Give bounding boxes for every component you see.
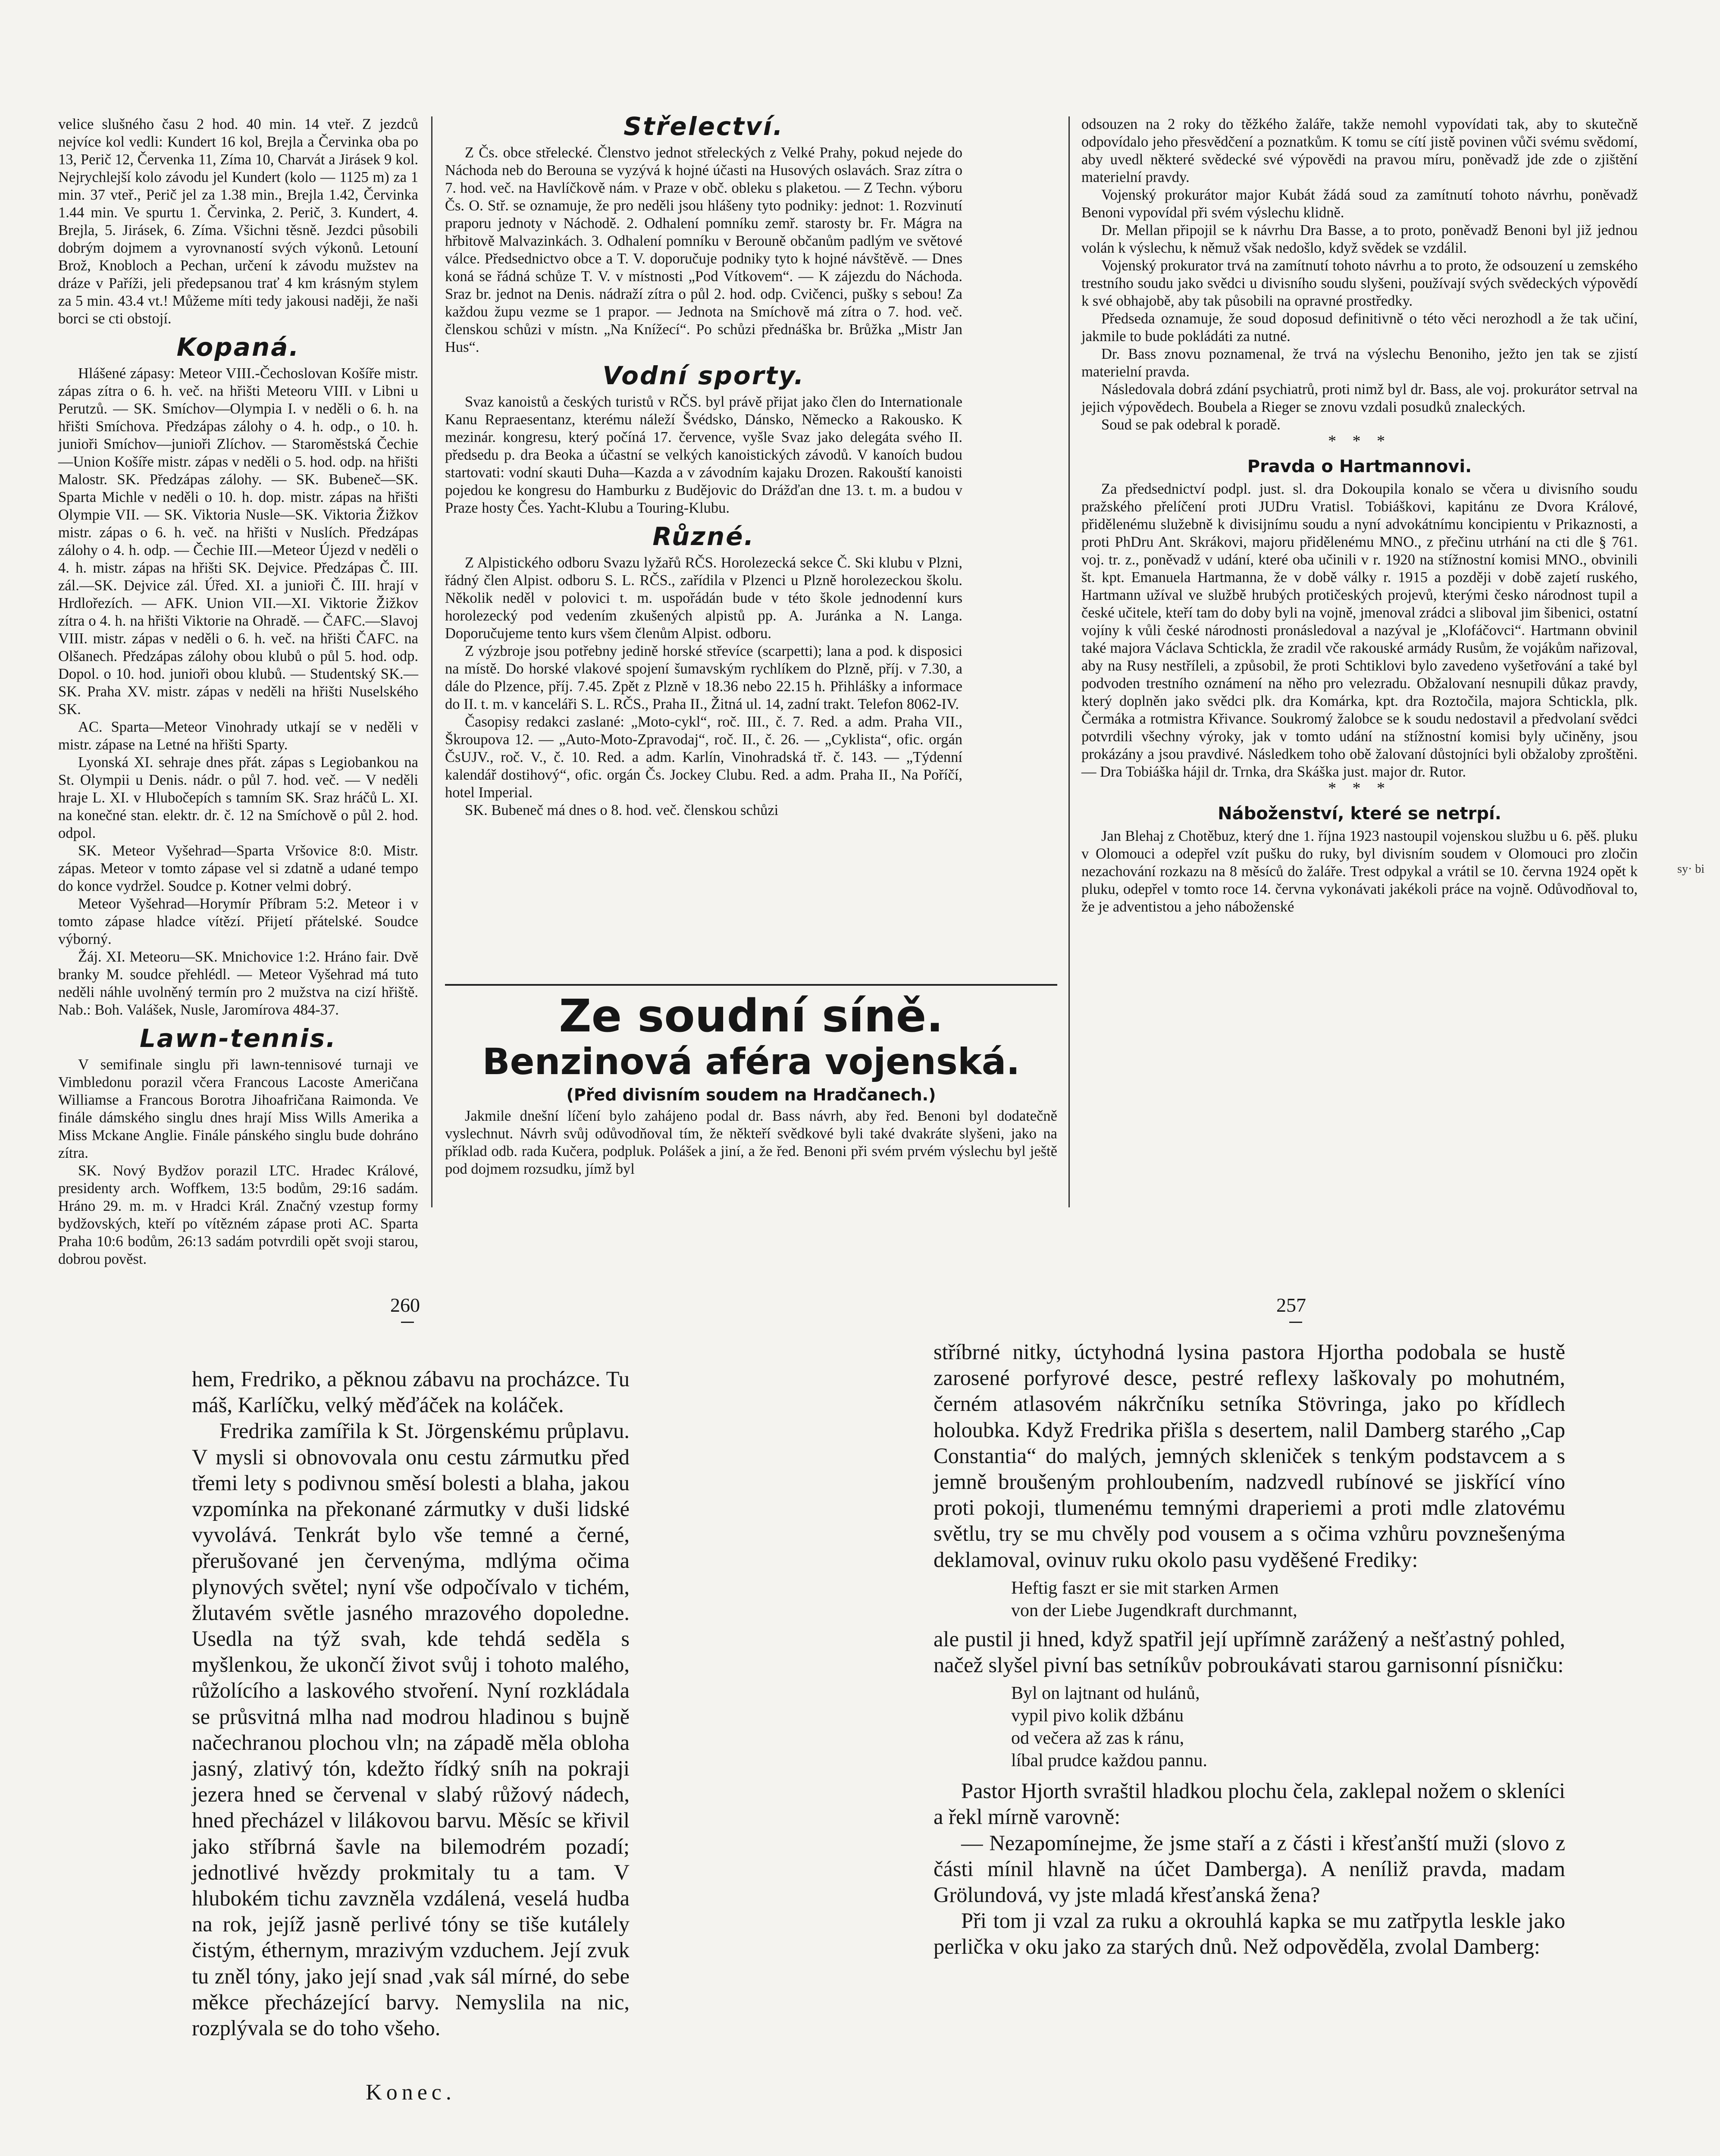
newspaper-column-1 xyxy=(58,116,418,1267)
page-rule-left xyxy=(401,1322,414,1323)
paragraph: hem, Fredriko, a pěknou zábavu na procházce. Tu máš, Karlíčku, velký měďáček na koláček. xyxy=(192,1367,630,1417)
paragraph: Z Alpistického odboru Svazu lyžařů RČS. Horolezecká sekce Č. Ski klubu v Plzni, řádný člen Alpist. odboru S. L. RČS., zařídila v Plzenci u Plzně horolezeckou školu. Několik neděl v polovici t. m. uspořádán bude v této škole jednodenní kurs horolezecký pod vedením zkušených alpistů pp. A. Juránka a N. Langa. Doporučujeme tento kurs všem členům Alpist. odboru. xyxy=(445,555,962,642)
verse-line: vypil pivo kolik džbánu xyxy=(1011,1706,1184,1726)
paragraph: Meteor Vyšehrad—Horymír Příbram 5:2. Meteor i v tomto zápase hladce vítězí. Přijetí přátelské. Soudce výborný. xyxy=(58,896,418,947)
paragraph: stříbrné nitky, úctyhodná lysina pastora Hjortha podobala se hustě zarosené porfyrové desce, pestré reflexy laškovaly po mohutném, černém atlasovém nákrčníku setníka Stövringa, jako po křídlech holoubka. Když Fredrika přišla s desertem, nalil Damberg starého „Cap Constantia“ do malých, jemných skleniček s tenkým podstavcem a s jemně broušeným prohloubením, nadzvedl rubínové se jiskřící víno proti pokoji, tlumenému temnými draperiemi a proti mdle zlatovému světlu, try se mu chvěly pod vousem a s očima vzhůru povznešenýma deklamoval, ovinuv ruku okolo pasu vyděšené Frediky: xyxy=(934,1340,1565,1572)
paragraph: Dr. Bass znovu poznamenal, že trvá na výslechu Benoniho, ježto jen tak se zjistí materielní pravda. xyxy=(1081,346,1638,380)
newspaper-column-3 xyxy=(1081,116,1638,1215)
verse-line: Byl on lajtnant od hulánů, xyxy=(1011,1683,1200,1704)
paragraph: velice slušného času 2 hod. 40 min. 14 vteř. Z jezdců nejvíce kol vedli: Kundert 16 kol, Brejla a Červinka oba po 13, Perič 12, Červenka 11, Zíma 10, Charvát a Jirásek 9 kol. Nejrychlejší kolo závodu jel Kundert (kolo — 1125 m) za 1 min. 37 vteř., Perič jel za 1.38 min., Brejla 1.42, Červinka 1.44 min. Ve spurtu 1. Červinka, 2. Perič, 3. Kundert, 4. Brejla, 5. Jirásek, 6. Zíma. Všichni těsně. Jezdci působili dobrým dojmem a vyrovnaností svých výkonů. Letouní Brož, Knobloch a Pechan, určení k závodu mužstev na dráze v Paříži, jeli předepsanou trať 4 km krásným stylem za 5 min. 43.4 vt.! Můžeme míti tedy jakousi naději, že naši borci se cti obstojí. xyxy=(58,116,418,327)
page-number-right: 257 xyxy=(1276,1294,1306,1316)
column-2-upper xyxy=(445,111,962,819)
paragraph: Svaz kanoistů a českých turistů v RČS. byl právě přijat jako člen do Internationale Kanu Repraesentanz, kterému náleží Švédsko, Dánsko, Německo a Rakousko. K mezinár. kongresu, který počíná 17. července, vyšle Svaz jako delegáta svého II. předsedu p. dra Beoka a účastní se velkých kanoistických závodů. V kanoích budou startovati: vodní skauti Duha—Kazda a v závodním kajaku Drozen. Rakouští kanoisti pojedou ke kongresu do Hamburku z Budějovic do Drážďan dne 13. t. m. a budou v Praze hosty Čes. Yacht-Klubu a Touring-Klubu. xyxy=(445,394,962,516)
section-heading-lawn-tennis: Lawn-tennis. xyxy=(139,1024,337,1053)
paragraph: Soud se pak odebral k poradě. xyxy=(1101,417,1281,433)
paragraph: SK. Bubeneč má dnes o 8. hod. več. členskou schůzi xyxy=(465,802,779,818)
court-subheading: Benzinová aféra vojenská. xyxy=(482,1040,1020,1083)
paragraph: odsouzen na 2 roky do těžkého žaláře, takže nemohl vypovídati tak, aby to skutečně odpovídalo jeho přesvědčení a poznatkům. K tomu se cítí jistě povinen vůči svému svědomí, aby uvedl některé svědecké své výpovědi na pravou míru, poněvadž jde zde o zjištění materielní pravdy. xyxy=(1081,116,1638,185)
paragraph: — Nezapomínejme, že jsme staří a z části i křesťanští muži (slovo z části mínil hlavně na účet Damberga). A neníliž pravda, madam Grölundová, vy jste mladá křesťanská žena? xyxy=(934,1830,1565,1907)
court-section xyxy=(445,987,1057,1216)
verse-line: von der Liebe Jugendkraft durchmannt, xyxy=(1011,1600,1297,1620)
separator-stars: * * * xyxy=(1328,432,1391,450)
court-venue: (Před divisním soudem na Hradčanech.) xyxy=(566,1085,936,1104)
end-mark: Konec. xyxy=(366,2080,456,2105)
verse-line: líbal prudce každou pannu. xyxy=(1011,1751,1207,1771)
heading-rule xyxy=(445,984,1057,986)
paragraph: Fredrika zamířila k St. Jörgenskému průplavu. V mysli si obnovovala onu cestu zármutku před třemi lety s podivnou směsí bolesti a blaha, jakou vzpomínka na překonané zármutky v duši lidské vyvolává. Tenkrát bylo vše temné a černé, přerušované jen červenýma, mdlýma očima plynových světel; nyní vše odpočívalo v tichém, žlutavém světle jasného mrazového dopoledne. Usedla na týž svah, kde tehdá seděla s myšlenkou, že ukončí život svůj i tohoto malého, růžolícího a laskového stvoření. Nyní rozkládala se průsvitná mlha nad modrou hladinou s bujně načechranou plochou vln; na západě měla obloha jasný, zlativý tón, kdežto řídký sníh na pokraji jezera hned se červenal v slabý růžový nádech, hned přecházel v lilákovou barvu. Měsíc se křivil jako stříbrná šavle na bilemodrém pozadí; jednotlivé hvězdy prokmitaly tu a tam. V hlubokém tichu zavzněla vzdálená, veselá hudba na rok, jejíž jasně perlivé tóny se tiše kutálely čistým, éthernym, mrazivým vzduchem. Její zvuk tu zněl tóny, jako její snad ,vak sál mírné, do sebe měkce přecházející barvy. Nemyslila na nic, rozplývala se do toho všeho. xyxy=(192,1419,630,2040)
paragraph: Jakmile dnešní líčení bylo zahájeno podal dr. Bass návrh, aby řed. Benoni byl dodatečně vyslechnut. Návrh svůj odůvodňoval tím, že někteří svědkové byli také dvakráte slyšeni, jako na příklad odb. rada Kučera, podpluk. Polášek a jiní, a že řed. Benoni při svém prvém výslechu byl ještě pod dojmem rozsudku, jímž byl xyxy=(445,1108,1057,1177)
section-heading-nabozenstvi: Náboženství, které se netrpí. xyxy=(1218,804,1501,824)
paragraph: AC. Sparta—Meteor Vinohrady utkají se v neděli v mistr. zápase na Letné na hřišti Sparty. xyxy=(58,719,418,753)
verse-line: od večera až zas k ránu, xyxy=(1011,1728,1184,1749)
book-page-left xyxy=(192,1366,630,2156)
paragraph: Za předsednictví podpl. just. sl. dra Dokoupila konalo se včera u divisního soudu pražského přelíčení proti JUDru Vratisl. Tobiáškovi, kapitánu ze Dvora Králové, přidělenému služebně k divisijnímu soudu a nyní advokátnímu koncipientu v Prikaznosti, a proti PhDru Ant. Skrákovi, majoru přidělenému MNO., z přečinu utrhání na cti dle § 761. voj. tr. z., poněvadž v udání, které oba učinili v r. 1920 na stížnostní komisi MNO., obvinili št. kpt. Emanuela Hartmanna, že v době války r. 1915 a později v době zajetí ruského, Hartmann užíval ve službě hrubých protičeských projevů, kterými česko národnost tupil a české učitele, kteří tam do doby byli na vojně, jmenoval zrádci a sliboval jim šibenici, ostatní vojíny k vůli české národnosti pronásledoval a nazýval je „Klofáčovci“. Hartmann obvinil také majora Václava Schtickla, že zradil vče rakouské armády Rusům, že vojákům nařizoval, aby na Rusy nestříleli, a způsobil, že proti Schtiklovi bylo zavedeno vyšetřování a také byl podvoden trestního oznámení na něho pro velezradu. Obžalovaní nesnupili důkaz pravdy, který doplněn jako svědci plk. dra Komárka, kpt. dra Roztočila, majora Schtickla, plk. Čermáka a rotmistra Křivance. Soukromý žalobce se k soudu nedostavil a předvolaní svědci potvrdili všechny výroky, jak v tomto udání na stížnostní komisi byly učiněny, jsou prokázány a jsou pravdivé. Následkem toho obě žalovaní důstojníci byli obžaloby zproštěni. — Dra Tobiáška hájil dr. Trnka, dra Skáška just. major dr. Rutor. xyxy=(1081,481,1638,780)
paragraph: Dr. Mellan připojil se k návrhu Dra Basse, a to proto, poněvadž Benoni byl již jednou volán k výslechu, k němuž však nedošlo, když svědek se vzdálil. xyxy=(1081,222,1638,256)
column-divider xyxy=(1068,116,1070,1207)
paragraph: SK. Meteor Vyšehrad—Sparta Vršovice 8:0. Mistr. zápas. Meteor v tomto zápase vel si zdatně a udané tempo do konce vydržel. Soudce p. Kotner velmi dobrý. xyxy=(58,843,418,894)
separator-stars: * * * xyxy=(1328,779,1391,797)
section-heading-kopana: Kopaná. xyxy=(176,332,300,362)
verse-line: Heftig faszt er sie mit starken Armen xyxy=(1011,1578,1279,1598)
paragraph: Pastor Hjorth svraštil hladkou plochu čela, zaklepal nožem o skleníci a řekl mírně varovně: xyxy=(934,1779,1565,1829)
column-divider xyxy=(431,116,432,1207)
paragraph: Předseda oznamuje, že soud doposud definitivně o této věci nerozhodl a že tak učiní, jakmile to bude pokládáti za nutné. xyxy=(1081,310,1638,345)
paragraph: Lyonská XI. sehraje dnes přát. zápas s Legiobankou na St. Olympii u Denis. nádr. o půl 7. hod. več. — V neděli hraje L. XI. v Hlubočepích s tamním SK. Sraz hráčů L. XI. na konečné stan. elektr. dr. č. 12 na Smíchově o půl 2. hod. odpol. xyxy=(58,754,418,841)
section-heading-ruzne: Různé. xyxy=(652,522,755,551)
paragraph: Vojenský prokurátor major Kubát žádá soud za zamítnutí tohoto návrhu, poněvadž Benoni vypovídal při svém výslechu klidně. xyxy=(1081,187,1638,221)
paragraph: Jan Blehaj z Chotěbuz, který dne 1. října 1923 nastoupil vojenskou službu u 6. pěš. pluku v Olomouci a odepřel vzít pušku do ruky, byl divisním soudem v Olomouci pro zločin nezachování rozkazu na 8 měsíců do žaláře. Trest odpykal a vrátil se 10. června 1924 opět k pluku, odepřel v tomto roce 14. června vykonávati jakékoli práce na vojně. Odůvodňoval to, že je adventistou a jeho náboženské xyxy=(1081,828,1638,915)
paragraph: SK. Nový Bydžov porazil LTC. Hradec Králové, presidenty arch. Woffkem, 13:5 bodům, 29:16 sadám. Hráno 29. m. m. v Hradci Král. Značný vzestup formy bydžovských, kteří po vítězném zápase proti AC. Sparta Praha 10:6 bodům, 26:13 sadám potvrdili opět svoji starou, dobrou pověst. xyxy=(58,1163,418,1267)
page-rule-right xyxy=(1289,1322,1302,1323)
paragraph: Časopisy redakci zaslané: „Moto-cykl“, roč. III., č. 7. Red. a adm. Praha VII., Škroupova 12. — „Auto-Moto-Zpravodaj“, roč. II., č. 26. — „Cyklista“, ofic. orgán ČsUJV., roč. V., č. 10. Red. a adm. Karlín, Vinohradská tř. č. 143. — „Týdenní kalendář dostihový“, ofic. orgán Čs. Jockey Clubu. Red. a adm. Praha II., Na Poříčí, hotel Imperial. xyxy=(445,714,962,801)
paragraph: Z výzbroje jsou potřebny jedině horské střevíce (scarpetti); lana a pod. k disposici na místě. Do horské vlakové spojení šumavským rychlíkem do Plzně, příj. v 7.30, a dále do Plzence, příj. 7.45. Zpět z Plzně v 18.36 nebo 22.15 h. Přihlášky a informace do II. t. m. v kanceláři S. L. RČS., Praha II., Žitná ul. 14, zadní trakt. Telefon 8062-IV. xyxy=(445,643,962,712)
paragraph: Žáj. XI. Meteoru—SK. Mnichovice 1:2. Hráno fair. Dvě branky M. soudce přehlédl. — Meteor Vyšehrad má tuto neděli náhle uvolněný termín pro 2 mužstva na cizí hřiště. Nab.: Boh. Valášek, Nusle, Jaromírova 484-37. xyxy=(58,949,418,1018)
paragraph: ale pustil ji hned, když spatřil její upřímně zarážený a nešťastný pohled, načež slyšel pivní bas setníkův pobroukávati starou garnisonní písničku: xyxy=(934,1626,1565,1677)
paragraph: V semifinale singlu při lawn-tennisové turnaji ve Vimbledonu porazil včera Francous Lacoste Američana Williamse a Francous Borotra Jihoafričana Raimonda. Ve finále dámského singlu dnes hrají Miss Wills Amerika a Miss Mckane Anglie. Finále pánského singlu bude dohráno zítra. xyxy=(58,1056,418,1161)
section-heading-strelectvi: Střelectví. xyxy=(623,112,784,141)
section-heading-pravda: Pravda o Hartmannovi. xyxy=(1247,457,1472,476)
court-heading: Ze soudní síně. xyxy=(559,990,943,1042)
page-number-left: 260 xyxy=(390,1294,420,1316)
paragraph: Při tom ji vzal za ruku a okrouhlá kapka se mu zatřpytla leskle jako perlička v oku jako za starých dnů. Než odpověděla, zvolal Damberg: xyxy=(934,1908,1565,1959)
section-heading-vodni-sporty: Vodní sporty. xyxy=(602,361,805,390)
paragraph: Vojenský prokurator trvá na zamítnutí tohoto návrhu a to proto, že odsouzení u zemského trestního soudu jako svědci u divisního soudu slyšeni, používají svých svědeckých výpovědí k své obhajobě, aby tak působili na opravné prostředky. xyxy=(1081,257,1638,309)
paragraph: Hlášené zápasy: Meteor VIII.-Čechoslovan Košíře mistr. zápas zítra o 6. h. več. na hřišti Meteoru VIII. v Libni u Perutzů. — SK. Smíchov—Olympia I. v neděli o 6. h. na hřišti Smíchova. Předzápas zálohy o 4. h. odp., o 10. h. junioři Smíchov—junioři Zlíchov. — Staroměstská Čechie—Union Košíře mistr. zápas v neděli o 5. hod. odp. na hřišti Malostr. SK. Předzápas zálohy. — SK. Bubeneč—SK. Sparta Michle v neděli o 10. h. dop. mistr. zápas na hřišti Olympie VII. — SK. Viktoria Nusle—SK. Viktoria Žižkov mistr. zápas o 6. h. več. na hřišti v Nuslích. Předzápas zálohy o 4. h. odp. — Čechie III.—Meteor Újezd v neděli o 4. h. mistr. zápas na hřišti SK. Dejvice. Předzápas Č. III. zál.—SK. Dejvice zál. Úřed. XI. a junioři Č. III. hrají v Hrdlořezích. — AFK. Union VII.—XI. Viktorie Žižkov zítra o 4. h. na hřišti Viktorie na Ohradě. — ČAFC.—Slavoj VIII. mistr. zápas v neděli o 6. h. več. na hřišti ČAFC. na Olšanech. Předzápas zálohy obou klubů o půl 5. hod. odp. Dopol. o 10. hod. junioři obou klubů. — Studentský SK.—SK. Praha XV. mistr. zápas v neděli na hřišti Nuselského SK. xyxy=(58,365,418,718)
paragraph: Z Čs. obce střelecké. Členstvo jednot střeleckých z Velké Prahy, pokud nejede do Náchoda neb do Berouna se vyzývá k hojné účasti na Husových oslavách. Sraz zítra o 7. hod. več. na Havlíčkově nám. v Praze v obč. obleku s plaketou. — Z Techn. výboru Čs. O. Stř. se oznamuje, že pro neděli jsou hlášeny tyto podniky: jednot: 1. Rozvinutí praporu jednoty v Náchodě. 2. Odhalení pomníku zemř. starosty br. Fr. Mágra na hřbitově Malvazinkách. 3. Odhalení pomníku v Berouně občanům padlým ve světové válce. Předsednictvo obce a T. V. doporučuje podniky tyto k hojné návštěvě. — Dnes koná se řádná schůze T. V. v místnosti „Pod Vítkovem“. — K zájezdu do Náchoda. Sraz br. jednot na Denis. nádraží zítra o půl 2. hod. odp. Cvičenci, pušky s sebou! Za každou župu vezme se 1 prapor. — Jednota na Smíchově má zítra o 7. hod. več. členskou schůzi v místn. „Na Knížecí“. Po schůzi přednáška br. Brůžka „Mistr Jan Hus“. xyxy=(445,144,962,355)
book-page-right xyxy=(934,1339,1565,2156)
paragraph: Následovala dobrá zdání psychiatrů, proti nimž byl dr. Bass, ale voj. prokurátor setrval na jejich výpovědech. Boubela a Rieger se znovu vzdali posudků znaleckých. xyxy=(1081,381,1638,415)
edge-fragment: sy· bi xyxy=(1677,862,1704,876)
